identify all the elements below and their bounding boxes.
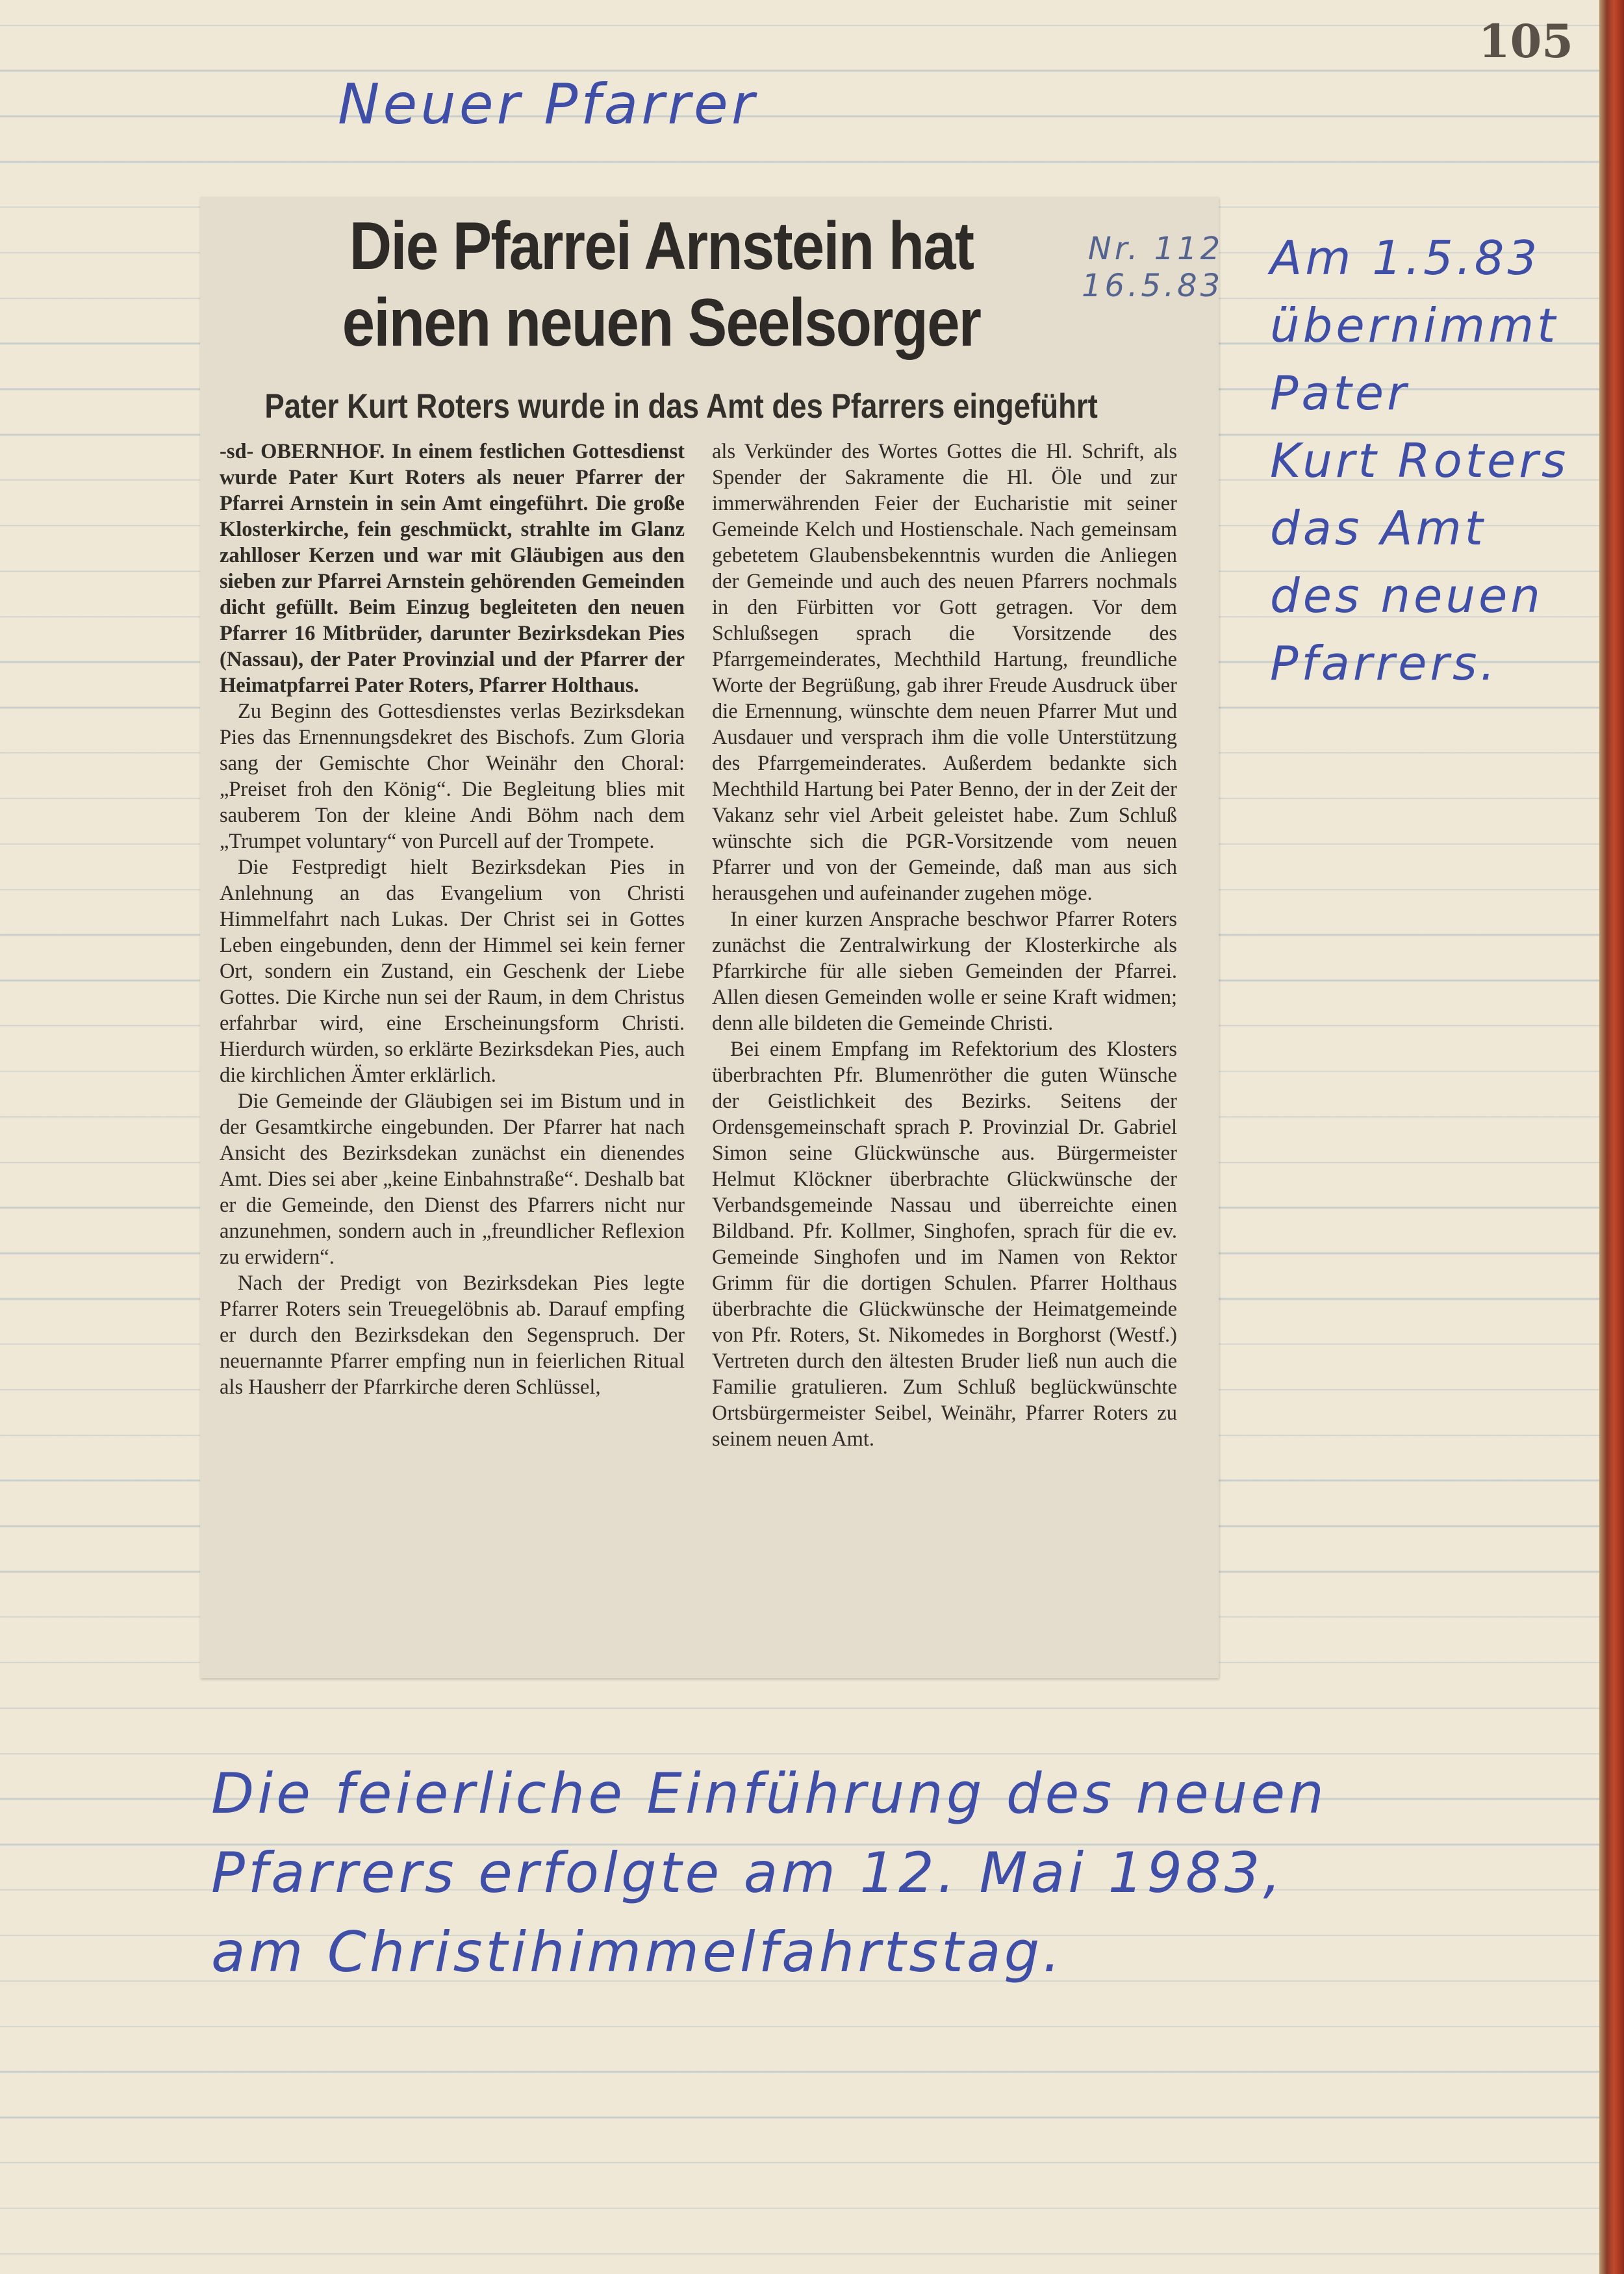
footer-note-line: Pfarrers erfolgte am 12. Mai 1983, — [211, 1841, 1284, 1906]
headline-line: einen neuen Seelsorger — [342, 285, 981, 361]
article-headline — [260, 209, 1062, 361]
side-note-line: des neuen — [1270, 568, 1543, 623]
date-note-line: Nr. 112 — [1087, 231, 1224, 267]
side-note-line: Pater — [1270, 366, 1410, 420]
article-column-1 — [220, 439, 685, 1400]
book-binding-edge — [1599, 0, 1624, 2274]
side-note-line: Pfarrers. — [1270, 636, 1499, 691]
newspaper-clipping — [200, 197, 1219, 1678]
article-paragraph: -sd- OBERNHOF. In einem festlichen Gottesdienst wurde Pater Kurt Roters als neuer Pfarrer der Pfarrei Arnstein in sein Amt eingeführt. Die große Klosterkirche, fein geschmückt, strahlte im Glanz zahlloser Kerzen und war mit Gläubigen aus den sieben zur Pfarrei Arnstein gehörenden Gemeinden dicht gefüllt. Beim Einzug begleiteten den neuen Pfarrer 16 Mitbrüder, darunter Bezirksdekan Pies (Nassau), der Pater Provinzial und der Pfarrer der Heimatpfarrei Pater Roters, Pfarrer Holthaus. — [220, 440, 685, 697]
article-paragraph: Die Gemeinde der Gläubigen sei im Bistum und in der Gesamtkirche eingebunden. Der Pfarrer hat nach Ansicht des Bezirksdekan zunächst ein dienendes Amt. Dies sei aber „keine Einbahnstraße“. Deshalb bat er die Gemeinde, den Dienst des Pfarrers nicht nur anzunehmen, sondern auch in „freundlicher Reflexion zu erwidern“. — [220, 1090, 685, 1269]
page-number: 105 — [1478, 14, 1573, 68]
headline-line: Die Pfarrei Arnstein hat — [349, 209, 974, 284]
article-paragraph: Zu Beginn des Gottesdienstes verlas Bezirksdekan Pies das Ernennungsdekret des Bischofs. Zum Gloria sang der Gemischte Chor Weinähr den Choral: „Preiset froh den König“. Die Begleitung blies mit sauberem Ton der kleine Andi Böhm nach dem „Trumpet voluntary“ von Purcell auf der Trompete. — [220, 700, 685, 853]
side-note-line: Am 1.5.83 — [1270, 231, 1541, 285]
footer-note-line: am Christihimmelfahrtstag. — [211, 1920, 1064, 1985]
handwritten-side-note — [1270, 224, 1569, 697]
footer-note-line: Die feierliche Einführung des neuen — [211, 1761, 1327, 1826]
article-paragraph: Bei einem Empfang im Refektorium des Klosters überbrachten Pfr. Blumenröther die guten Wünsche der Geistlichkeit des Bezirks. Seitens der Ordensgemeinschaft sprach P. Provinzial Dr. Gabriel Simon seine Glückwünsche aus. Bürgermeister Helmut Klöckner überbrachte Glückwünsche der Verbandsgemeinde Nassau und überreichte einen Bildband. Pfr. Kollmer, Singhofen, sprach für die ev. Gemeinde Singhofen und im Namen von Rektor Grimm für die dortigen Schulen. Pfarrer Holthaus überbrachte die Glückwünsche der Heimatgemeinde von Pfr. Roters, St. Nikomedes in Borghorst (Westf.) Vertreten durch den ältesten Bruder ließ nun auch die Familie gratulieren. Zum Schluß beglückwünschte Ortsbürgermeister Seibel, Weinähr, Pfarrer Roters zu seinem neuen Amt. — [712, 1038, 1177, 1451]
article-subheadline: Pater Kurt Roters wurde in das Amt des Pfarrers eingeführt — [264, 387, 1098, 426]
handwritten-footer-note — [211, 1754, 1327, 1992]
article-paragraph: als Verkünder des Wortes Gottes die Hl. Schrift, als Spender der Sakramente die Hl. Öle und zur immerwährenden Feier der Eucharistie mit seiner Gemeinde Kelch und Hostienschale. Nach gemeinsam gebetetem Glaubensbekenntnis wurden die Anliegen der Gemeinde und auch des neuen Pfarrers nochmals in den Fürbitten vor Gott getragen. Vor dem Schlußsegen sprach die Vorsitzende des Pfarrgemeinderates, Mechthild Hartung, freundliche Worte der Begrüßung, gab ihrer Freude Ausdruck über die Ernennung, wünschte dem neuen Pfarrer Mut und Ausdauer und versprach ihm die volle Unterstützung des Pfarrgemeinderates. Außerdem bedankte sich Mechthild Hartung bei Pater Benno, der in der Zeit der Vakanz sehr viel Arbeit geleistet habe. Zum Schluß wünschte sich die PGR-Vorsitzende vom neuen Pfarrer und von der Gemeinde, daß man aus sich herausgehen und aufeinander zugehen möge. — [712, 440, 1177, 905]
side-note-line: Kurt Roters — [1270, 433, 1569, 488]
handwritten-title: Neuer Pfarrer — [338, 72, 758, 137]
article-paragraph: Die Festpredigt hielt Bezirksdekan Pies in Anlehnung an das Evangelium von Christi Himmelfahrt nach Lukas. Der Christ sei in Gottes Leben eingebunden, denn der Himmel sei kein ferner Ort, sondern ein Zustand, ein Geschenk der Liebe Gottes. Die Kirche nun sei der Raum, in dem Christus erfahrbar wird, eine Erscheinungsform Christi. Hierdurch würden, so erklärte Bezirksdekan Pies, auch die kirchlichen Ämter erklärlich. — [220, 856, 685, 1087]
side-note-line: übernimmt — [1270, 298, 1559, 353]
side-note-line: das Amt — [1270, 501, 1486, 556]
article-paragraph: Nach der Predigt von Bezirksdekan Pies legte Pfarrer Roters sein Treuegelöbnis ab. Darauf empfing er durch den Bezirksdekan den Segenspruch. Der neuernannte Pfarrer empfing nun in feierlichen Ritual als Hausherr der Pfarrkirche deren Schlüssel, — [220, 1271, 685, 1399]
article-column-2 — [712, 439, 1177, 1452]
handwritten-date-note — [1082, 231, 1223, 304]
article-paragraph: In einer kurzen Ansprache beschwor Pfarrer Roters zunächst die Zentralwirkung der Klosterkirche als Pfarrkirche für alle sieben Gemeinden der Pfarrei. Allen diesen Gemeinden wolle er seine Kraft widmen; denn alle bildeten die Gemeinde Christi. — [712, 908, 1177, 1035]
date-note-line: 16.5.83 — [1082, 267, 1224, 304]
